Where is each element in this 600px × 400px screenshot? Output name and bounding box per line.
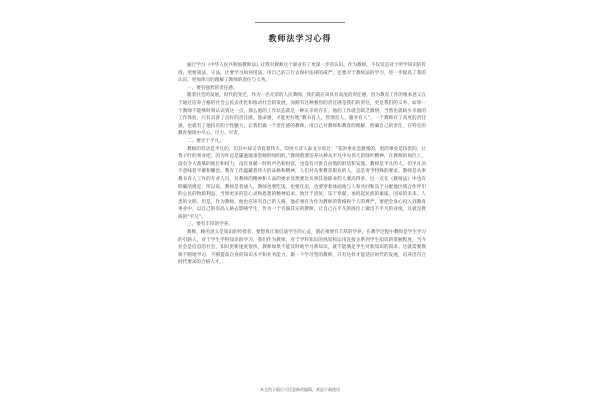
header-rule xyxy=(255,22,345,23)
section-paragraph-2: 教师的劳动是平凡的，但其中却又孕育着伟大。印度大诗人泰戈尔说过：“花的事业是甜蜜的，果的事业是珍贵的，让我干叶的事业吧，因为叶总是谦逊地垂着她的绿阴的。”教师就要培养这种从平凡中见伟大的绿叶精神，在教师的岗位上，没有令人羡慕的地位和权力，没有显赫一时的声名和财富，也没有可供自由地的舒适和安逸。教师是平凡的人，但平凡决不意味着平庸和懈怠。教育工作蕴藏着伟大的品格和精神，人们对从事教育职业的人，总是寄予特殊的要求。教师是从事教书育人工作的专业人员，对教师的精神和人品的要求显然要比从事其他职业的人要高得多，这一点在《教师法》中也有明确的规定，所以说，教师是普通人，教师也要吃饭，也要住房，也要穿着体面地与人和共同和乐于分配地区域合作伴们的公民的物质利益，当然更多的是心灵和思想的精神追求。他甘于清贫，乐于奉献，承担起民族的素质、国家的未来、人类的文明。但是，作为教师，他也应该有自己的人格，他必须有为作为教师的资格和个人的尊严，要把全身心投入到教育事业中，以自己的崇高人格去影响学生，作为一个名副其实的教师，让自己在平凡的岗位上做出不平凡的业绩，这就是教师的“平凡”。 xyxy=(178,146,426,220)
section-heading-1: 一、要有强烈的责任感。 xyxy=(187,85,238,91)
section-heading-3: 三、要有丰厚的学养。 xyxy=(187,222,233,228)
document-title: 教师法学习心得 xyxy=(268,34,332,43)
section-heading-2: 二、要甘于平凡。 xyxy=(187,138,224,144)
document-body xyxy=(178,62,426,267)
page-footer: 本文档下载后可任意修改编辑，欢迎下载使用 xyxy=(260,387,340,392)
section-paragraph-1: 随着社会的发展，时代的变迁，作为一名光荣的人民教师，我们就应该具有高度的责任感，因为教育工作的根本意义在于通过培养合格的社会公民去优化和推动社会的发展，而拥有这种强烈的责任感是我们的责任，更是我们的义务，如果一个教师不能够时刻认识到这一点，那么他的工作状态就是一种庆幸的存在，他的工作就会缺乏激情，当然也就缺少幸福的工作体验，只有具备了良好的责任感，使命感，才能更好地“教书育人、管理育人、服务育人”。一个教师有了高度的责任感，也就有了他持有的个性魅力，让我们做一个责任感的教师，用自己对教师和教育的理解，明确自己的责任，在特定的教育情境中尽心、尽力、尽责。 xyxy=(178,93,426,137)
intro-paragraph: 通过学习《中华人民共和国教师法》让我对教师这个职业有了更深一步的认识。作为教师，不仅仅是对于所学知识的传授，更要知法、守法，让要学习如何用法，用自己的言行去保护法律的威严，还要对于教师法的学习，进一步提高了我的认识，更加体尽的理解了教师的责任与义务。 xyxy=(178,63,426,84)
section-paragraph-3: 教师，顾名思义是知识的传授者，要想真正地启迪学生的心灵，就必须要有丰厚的学养，在教学过程中教师是学生学习的引路人，对于学生学科知识的学习，我们作为教师，对于学科知识的熟知和运用直接关系到学生知识的掌握程度，当今社会是信息的社会，知识更新速度很快，教师如果不能及时地学习新知识，就不能满足学生对新知识的渴求。这就需要教师不断地学习，不断提高自身的知识水平和业务能力，做一个学习型的教师，只有这样才能适应时代的发展，培养出符合时代要求的合格人才。 xyxy=(178,230,426,266)
